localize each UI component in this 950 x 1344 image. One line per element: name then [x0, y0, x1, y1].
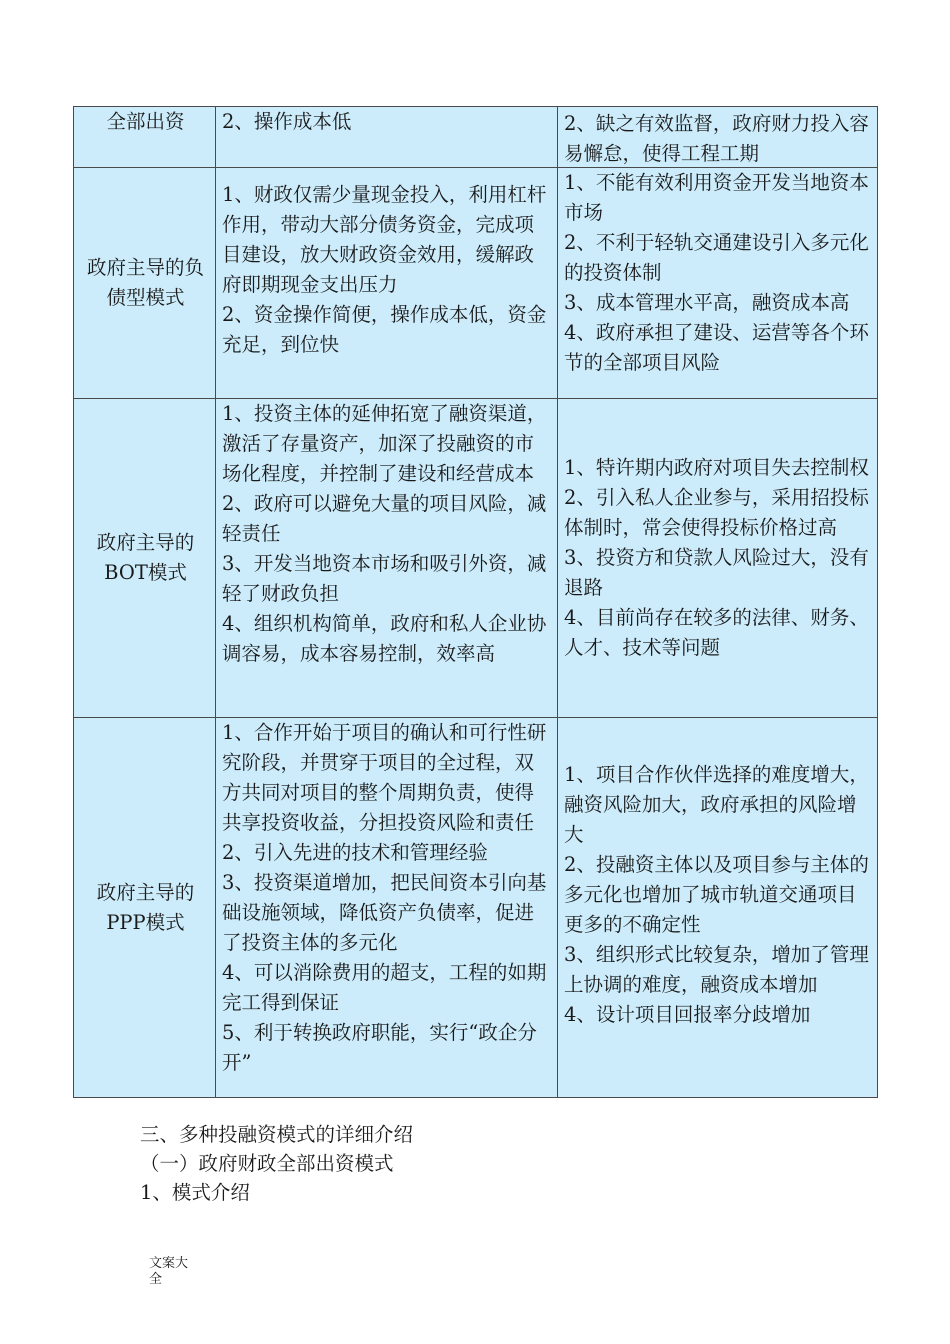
disadvantage-item: 3、组织形式比较复杂，增加了管理上协调的难度，融资成本增加 [564, 943, 869, 996]
disadvantage-item: 4、设计项目回报率分歧增加 [564, 1003, 811, 1026]
section-heading: 三、多种投融资模式的详细介绍 [140, 1123, 414, 1146]
disadvantages-cell [558, 168, 878, 399]
advantage-item: 4、组织机构简单，政府和私人企业协调容易，成本容易控制，效率高 [222, 612, 547, 665]
comparison-table [73, 106, 878, 1098]
advantage-item: 3、投资渠道增加，把民间资本引向基础设施领域，降低资产负债率，促进了投资主体的多元化 [222, 871, 547, 954]
advantage-item: 1、投资主体的延伸拓宽了融资渠道，激活了存量资产，加深了投融资的市场化程度，并控制了建设和经营成本 [222, 402, 547, 485]
table-row [74, 399, 878, 718]
advantages-cell [216, 399, 558, 718]
section-subheading: （一）政府财政全部出资模式 [140, 1152, 394, 1175]
mode-name-cell [74, 107, 216, 168]
disadvantage-item: 2、不利于轻轨交通建设引入多元化的投资体制 [564, 231, 869, 284]
disadvantage-item: 3、成本管理水平高，融资成本高 [564, 291, 850, 314]
advantages-cell [216, 107, 558, 168]
mode-name-cell [74, 718, 216, 1098]
advantages-cell [216, 168, 558, 399]
disadvantage-item: 2、缺之有效监督，政府财力投入容易懈怠，使得工程工期 [564, 112, 869, 165]
section-item: 1、模式介绍 [140, 1181, 250, 1204]
disadvantages-cell [558, 399, 878, 718]
table-row [74, 168, 878, 399]
disadvantage-item: 1、项目合作伙伴选择的难度增大，融资风险加大，政府承担的风险增大 [564, 763, 869, 846]
disadvantages-cell [558, 107, 878, 168]
mode-name-cell [74, 399, 216, 718]
disadvantage-item: 4、目前尚存在较多的法律、财务、人才、技术等问题 [564, 606, 869, 659]
footer-text: 文案大全 [149, 1256, 189, 1287]
disadvantage-item: 1、特许期内政府对项目失去控制权 [564, 456, 869, 479]
advantage-item: 2、引入先进的技术和管理经验 [222, 841, 488, 864]
advantage-item: 1、财政仅需少量现金投入，利用杠杆作用，带动大部分债务资金，完成项目建设，放大财政资金效用，缓解政府即期现金支出压力 [222, 183, 547, 296]
disadvantage-item: 4、政府承担了建设、运营等各个环节的全部项目风险 [564, 321, 869, 374]
advantage-item: 2、操作成本低 [222, 110, 352, 133]
mode-name-cell [74, 168, 216, 399]
table-row [74, 718, 878, 1098]
mode-name: 政府主导的负债型模式 [86, 256, 204, 309]
table-row [74, 107, 878, 168]
advantage-item: 5、利于转换政府职能，实行“政企分开” [222, 1021, 537, 1074]
disadvantage-item: 2、投融资主体以及项目参与主体的多元化也增加了城市轨道交通项目更多的不确定性 [564, 853, 869, 936]
advantage-item: 3、开发当地资本市场和吸引外资，减轻了财政负担 [222, 552, 547, 605]
advantages-cell [216, 718, 558, 1098]
mode-name: 全部出资 [106, 110, 185, 133]
mode-name: 政府主导的BOT模式 [96, 531, 195, 584]
disadvantage-item: 1、不能有效利用资金开发当地资本市场 [564, 171, 869, 224]
disadvantages-cell [558, 718, 878, 1098]
disadvantage-item: 3、投资方和贷款人风险过大，没有退路 [564, 546, 869, 599]
advantage-item: 2、资金操作简便，操作成本低，资金充足，到位快 [222, 303, 547, 356]
advantage-item: 4、可以消除费用的超支，工程的如期完工得到保证 [222, 961, 547, 1014]
mode-name: 政府主导的PPP模式 [96, 880, 195, 934]
advantage-item: 1、合作开始于项目的确认和可行性研究阶段，并贯穿于项目的全过程，双方共同对项目的整个周期负责，使得共享投资收益，分担投资风险和责任 [222, 721, 547, 834]
section-headings [140, 1120, 413, 1207]
advantage-item: 2、政府可以避免大量的项目风险，减轻责任 [222, 492, 547, 545]
disadvantage-item: 2、引入私人企业参与，采用招投标体制时，常会使得投标价格过高 [564, 486, 869, 539]
